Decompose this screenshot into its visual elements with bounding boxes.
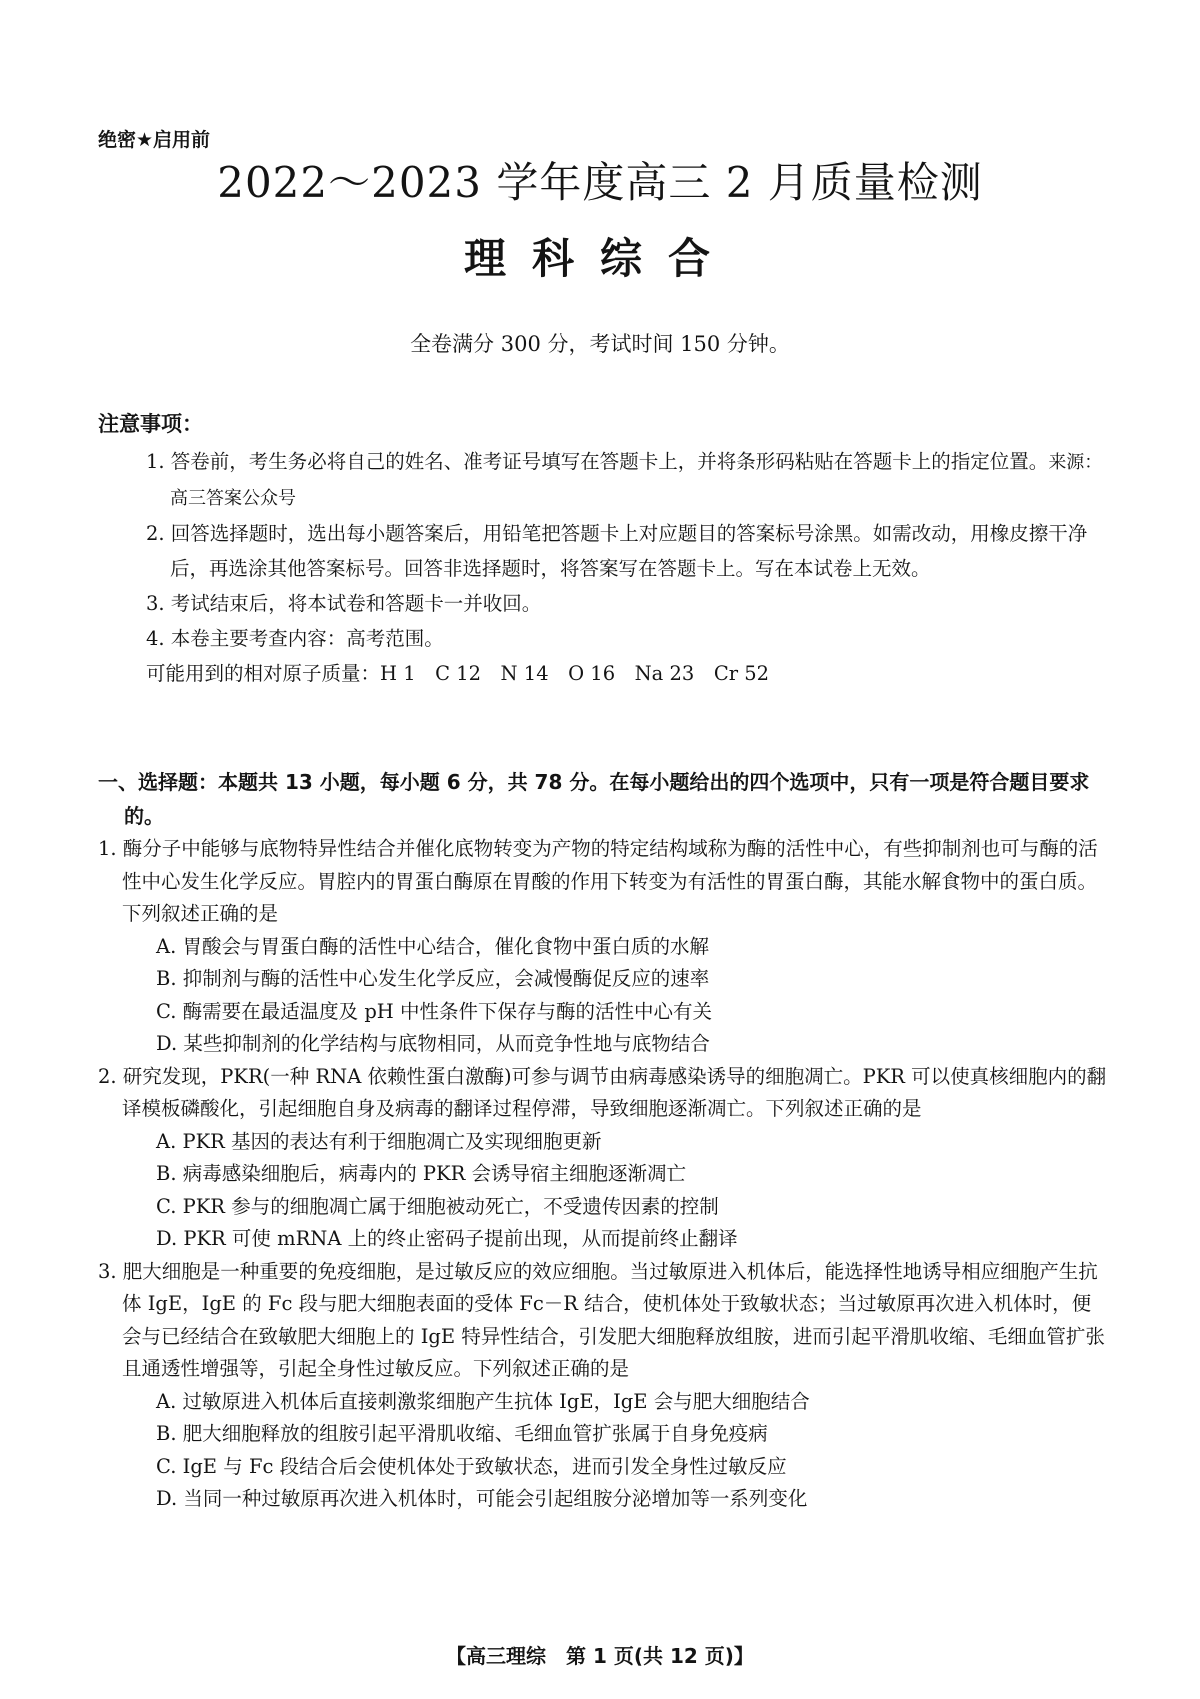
question-1 <box>98 833 1108 1061</box>
question-stem: 1. 酶分子中能够与底物特异性结合并催化底物转变为产物的特定结构域称为酶的活性中心，有些抑制剂也可与酶的活性中心发生化学反应。胃腔内的胃蛋白酶原在胃酸的作用下转变为有活性的胃蛋白酶，其能水解食物中的蛋白质。下列叙述正确的是 <box>98 837 1098 925</box>
exam-meta: 全卷满分 300 分，考试时间 150 分钟。 <box>410 332 790 356</box>
page-footer: 【高三理综 第 1 页(共 12 页)】 <box>446 1644 754 1668</box>
option-c: C. 酶需要在最适温度及 pH 中性条件下保存与酶的活性中心有关 <box>156 999 713 1023</box>
notice-item-4: 4. 本卷主要考查内容：高考范围。 <box>146 627 444 650</box>
section-title: 一、选择题：本题共 13 小题，每小题 6 分，共 78 分。在每小题给出的四个选项中，只有一项是符合题目要求的。 <box>98 770 1090 828</box>
option-a: A. 过敏原进入机体后直接刺激浆细胞产生抗体 IgE，IgE 会与肥大细胞结合 <box>156 1389 810 1413</box>
option-a: A. 胃酸会与胃蛋白酶的活性中心结合，催化食物中蛋白质的水解 <box>156 934 709 958</box>
notice-item-3: 3. 考试结束后，将本试卷和答题卡一并收回。 <box>146 592 542 615</box>
option-list <box>98 931 1108 1061</box>
option-d: D. 当同一种过敏原再次进入机体时，可能会引起组胺分泌增加等一系列变化 <box>156 1487 808 1510</box>
exam-title: 2022～2023 学年度高三 2 月质量检测 <box>217 158 983 207</box>
option-d: D. PKR 可使 mRNA 上的终止密码子提前出现，从而提前终止翻译 <box>156 1227 738 1250</box>
notice-list <box>146 444 1106 691</box>
option-d: D. 某些抑制剂的化学结构与底物相同，从而竞争性地与底物结合 <box>156 1032 710 1055</box>
notice-item-2: 2. 回答选择题时，选出每小题答案后，用铅笔把答题卡上对应题目的答案标号涂黑。如需改动，用橡皮擦干净后，再选涂其他答案标号。回答非选择题时，将答案写在答题卡上。写在本试卷上无效。 <box>146 522 1088 580</box>
option-list <box>98 1126 1108 1256</box>
question-list <box>98 833 1108 1516</box>
option-b: B. 抑制剂与酶的活性中心发生化学反应，会减慢酶促反应的速率 <box>156 967 710 990</box>
question-3 <box>98 1256 1108 1516</box>
option-b: B. 肥大细胞释放的组胺引起平滑肌收缩、毛细血管扩张属于自身免疫病 <box>156 1422 768 1445</box>
option-c: C. IgE 与 Fc 段结合后会使机体处于致敏状态，进而引发全身性过敏反应 <box>156 1454 787 1478</box>
notice-title: 注意事项： <box>98 412 203 436</box>
option-list <box>98 1386 1108 1516</box>
option-a: A. PKR 基因的表达有利于细胞凋亡及实现细胞更新 <box>156 1129 602 1153</box>
option-b: B. 病毒感染细胞后，病毒内的 PKR 会诱导宿主细胞逐渐凋亡 <box>156 1162 686 1185</box>
subject-title: 理科综合 <box>463 234 736 283</box>
secret-label: 绝密★启用前 <box>98 129 211 151</box>
question-stem: 3. 肥大细胞是一种重要的免疫细胞，是过敏反应的效应细胞。当过敏原进入机体后，能选择性地诱导相应细胞产生抗体 IgE，IgE 的 Fc 段与肥大细胞表面的受体 Fc－R 结合，使机体处于致敏状态；当过敏原再次进入机体时，便会与已经结合在致敏肥大细胞上的 IgE 特异性结合，引发肥大细胞释放组胺，进而引起平滑肌收缩、毛细血管扩张且通透性增强等，引起全身性过敏反应。下列叙述正确的是 <box>98 1259 1105 1380</box>
question-2 <box>98 1061 1108 1256</box>
option-c: C. PKR 参与的细胞凋亡属于细胞被动死亡，不受遗传因素的控制 <box>156 1194 719 1218</box>
question-stem: 2. 研究发现，PKR(一种 RNA 依赖性蛋白激酶)可参与调节由病毒感染诱导的细胞凋亡。PKR 可以使真核细胞内的翻译模板磷酸化，引起细胞自身及病毒的翻译过程停滞，导致细胞逐渐凋亡。下列叙述正确的是 <box>98 1064 1107 1120</box>
notice-item-1: 1. 答卷前，考生务必将自己的姓名、准考证号填写在答题卡上，并将条形码粘贴在答题卡上的指定位置。来源：高三答案公众号 <box>146 450 1103 509</box>
source-note: 来源：高三答案公众号 <box>170 452 1103 509</box>
atomic-mass-line: 可能用到的相对原子质量：H 1 C 12 N 14 O 16 Na 23 Cr 52 <box>146 662 770 685</box>
